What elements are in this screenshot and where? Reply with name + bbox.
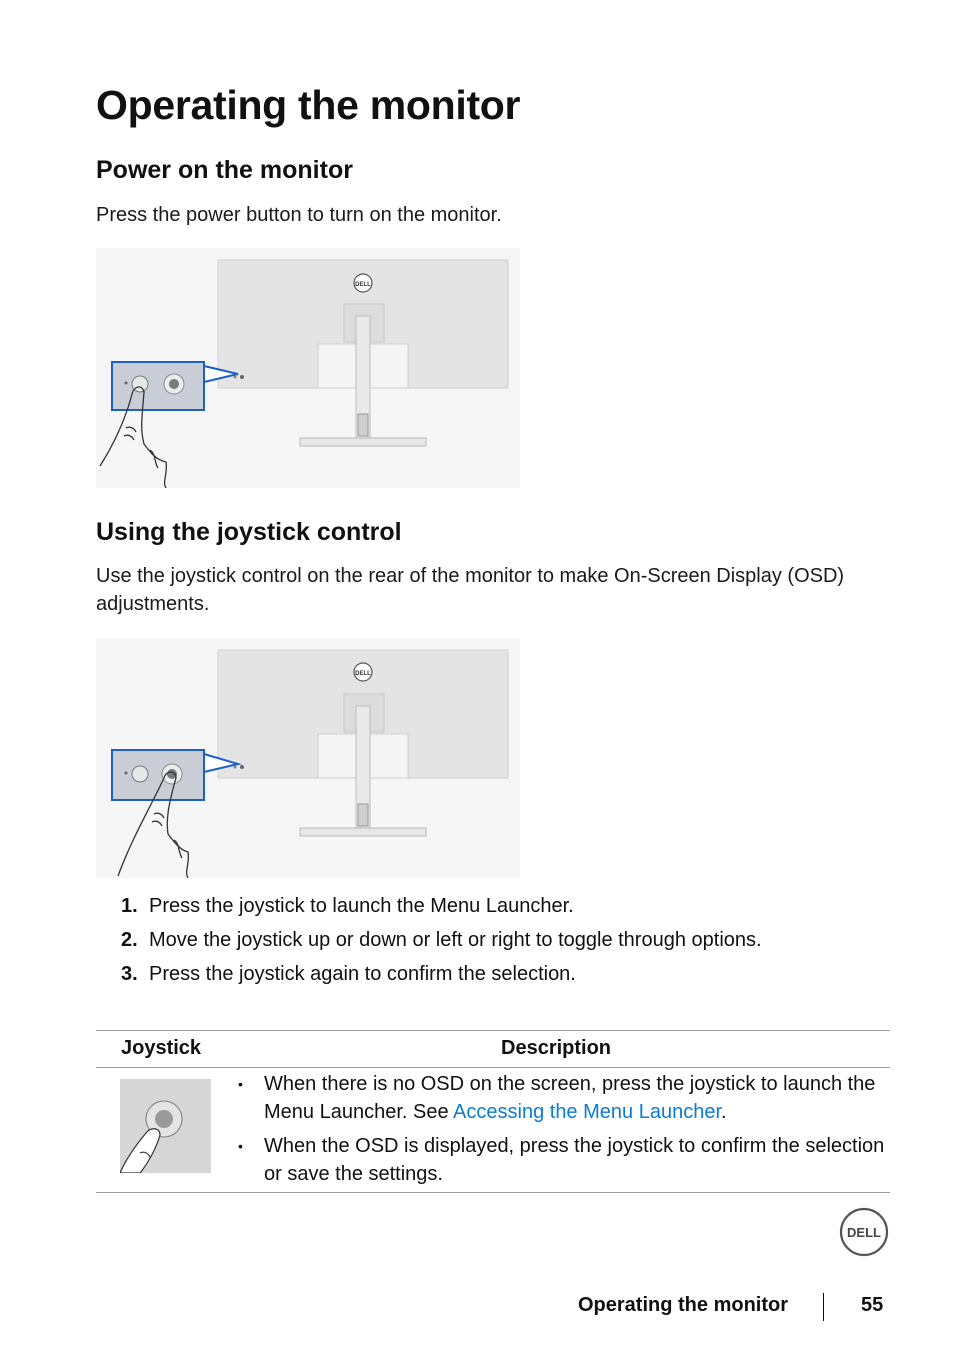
footer-divider — [823, 1293, 824, 1321]
svg-text:DELL: DELL — [847, 1225, 881, 1240]
step-number: 2. — [121, 929, 138, 951]
list-item — [238, 1070, 888, 1126]
column-header-joystick: Joystick — [121, 1037, 202, 1059]
svg-text:DELL: DELL — [355, 671, 371, 677]
dell-logo-icon — [354, 274, 372, 292]
power-button-icon — [132, 766, 148, 782]
list-item — [96, 890, 886, 924]
step-text: Move the joystick up or down or left or right to toggle through options. — [149, 929, 762, 951]
monitor-joystick-figure — [96, 638, 520, 878]
description-text: When there is no OSD on the screen, press the joystick to launch the Menu Launcher. See — [264, 1073, 876, 1123]
power-instructions: Press the power button to turn on the monitor. — [96, 204, 502, 226]
svg-text:DELL: DELL — [355, 282, 371, 288]
step-number: 1. — [121, 895, 138, 917]
list-item — [96, 958, 886, 992]
section-heading-power: Power on the monitor — [96, 156, 353, 184]
list-item — [238, 1132, 888, 1188]
accessing-menu-launcher-link[interactable]: Accessing the Menu Launcher — [453, 1101, 721, 1123]
description-text: When the OSD is displayed, press the joystick to confirm the selection or save the settings. — [264, 1135, 885, 1185]
description-bullets — [238, 1070, 888, 1194]
table-header — [96, 1030, 890, 1068]
step-number: 3. — [121, 963, 138, 985]
joystick-press-thumbnail — [120, 1079, 211, 1173]
dell-logo-icon — [354, 663, 372, 681]
footer-section-title: Operating the monitor — [578, 1294, 788, 1316]
monitor-rear-illustration — [96, 638, 520, 878]
joystick-instructions: Use the joystick control on the rear of the monitor to make On-Screen Display (OSD) adjustments. — [96, 565, 845, 615]
steps-list — [96, 890, 886, 992]
table-row — [96, 1068, 890, 1193]
joystick-icon — [164, 374, 184, 394]
dell-logo-icon — [838, 1206, 890, 1258]
column-header-description: Description — [501, 1037, 612, 1059]
step-text: Press the joystick again to confirm the selection. — [149, 963, 576, 985]
monitor-power-figure — [96, 248, 520, 488]
page-number: 55 — [861, 1294, 884, 1316]
step-text: Press the joystick to launch the Menu Launcher. — [149, 895, 574, 917]
monitor-rear-illustration — [96, 248, 520, 488]
page-title: Operating the monitor — [96, 82, 521, 128]
bullet-dot-icon: • — [238, 1138, 243, 1154]
section-heading-joystick: Using the joystick control — [96, 518, 402, 546]
joystick-table — [96, 1030, 890, 1193]
description-text: . — [721, 1101, 727, 1123]
list-item — [96, 924, 886, 958]
bullet-dot-icon: • — [238, 1076, 243, 1092]
joystick-icon — [162, 764, 182, 784]
